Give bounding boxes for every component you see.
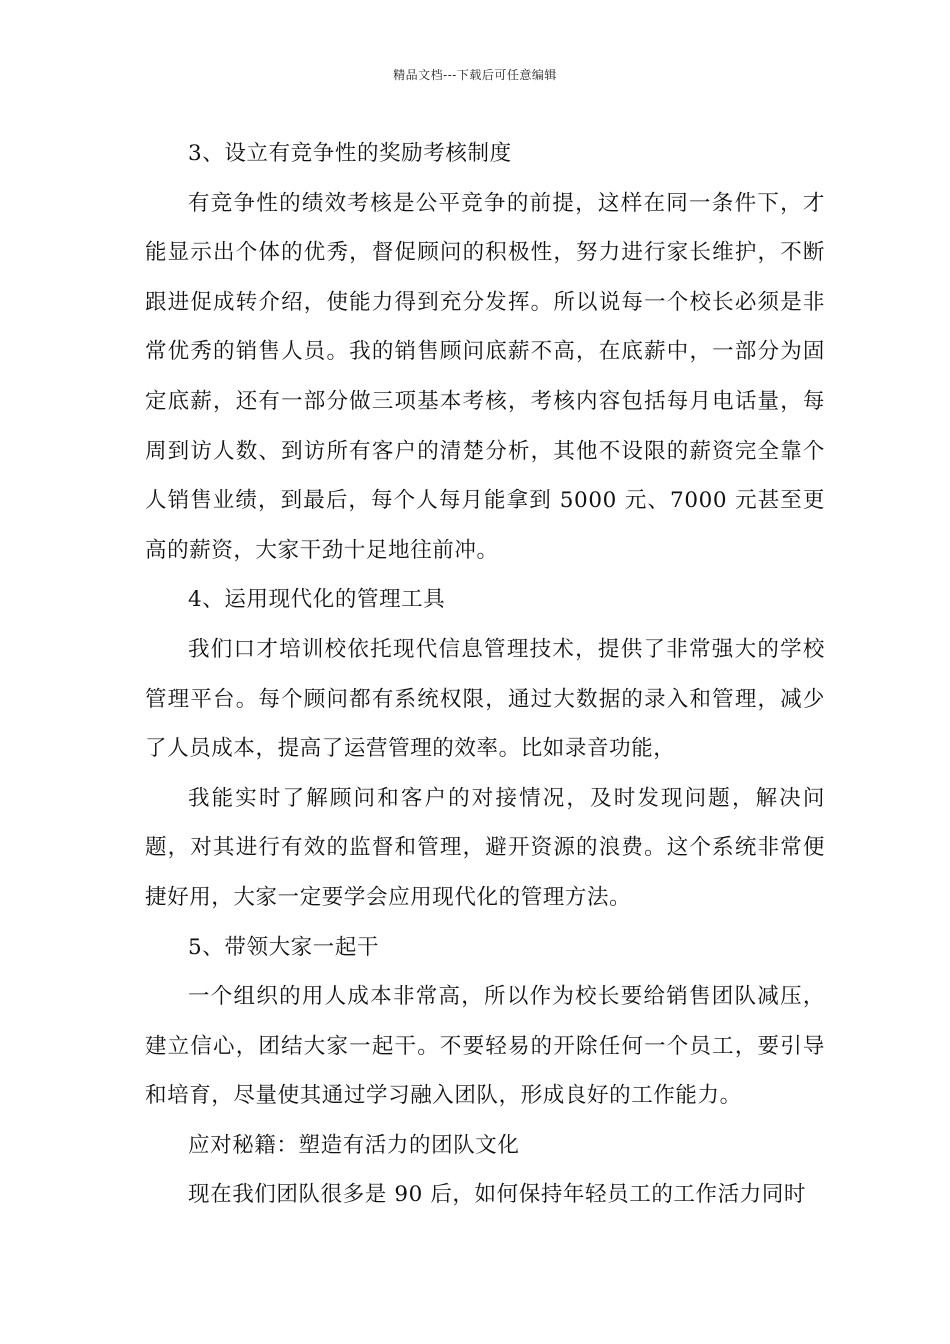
document-body [145,129,825,1220]
paragraph-management-platform: 我们口才培训校依托现代信息管理技术，提供了非常强大的学校管理平台。每个顾问都有系统权限，通过大数据的录入和管理，减少了人员成本，提高了运营管理的效率。比如录音功能， [145,636,825,762]
section-heading-4: 4、运用现代化的管理工具 [188,587,446,613]
paragraph-young-staff: 现在我们团队很多是 90 后，如何保持年轻员工的工作活力同时 [188,1182,807,1208]
page-header: 精品文档---下载后可任意编辑 [393,68,557,82]
paragraph-competitive-assessment: 有竞争性的绩效考核是公平竞争的前提，这样在同一条件下，才能显示出个体的优秀，督促顾问的积极性，努力进行家长维护，不断跟进促成转介绍，使能力得到充分发挥。所以说每一个校长必须是非常优秀的销售人员。我的销售顾问底薪不高，在底薪中，一部分为固定底薪，还有一部分做三项基本考核，考核内容包括每月电话量，每周到访人数、到访所有客户的清楚分析，其他不设限的薪资完全靠个人销售业绩，到最后，每个人每月能拿到 5000 元、7000 元甚至更高的薪资，大家干劲十足地往前冲。 [145,190,825,563]
section-heading-tips: 应对秘籍：塑造有活力的团队文化 [188,1132,520,1158]
paragraph-team-cost: 一个组织的用人成本非常高，所以作为校长要给销售团队减压，建立信心，团结大家一起干。不要轻易的开除任何一个员工，要引导和培育，尽量使其通过学习融入团队，形成良好的工作能力。 [145,984,825,1109]
paragraph-realtime-monitoring: 我能实时了解顾问和客户的对接情况，及时发现问题，解决问题，对其进行有效的监督和管理，避开资源的浪费。这个系统非常便捷好用，大家一定要学会应用现代化的管理方法。 [145,785,825,910]
section-heading-3: 3、设立有竞争性的奖励考核制度 [188,141,512,166]
section-heading-5: 5、带领大家一起干 [188,934,380,960]
